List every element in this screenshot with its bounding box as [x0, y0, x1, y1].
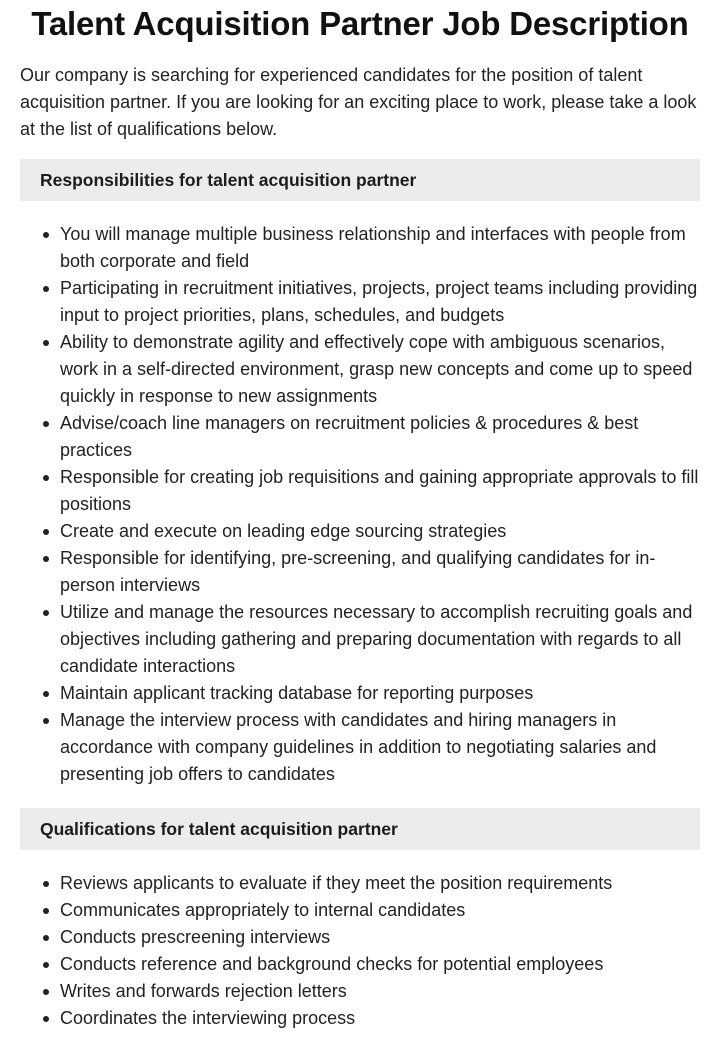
qualifications-heading: Qualifications for talent acquisition partner [20, 808, 700, 850]
list-item: Participating in recruitment initiatives, projects, project teams including providing input to project priorities, plans, schedules, and budgets [60, 275, 700, 329]
responsibilities-heading: Responsibilities for talent acquisition partner [20, 159, 700, 201]
list-item: Utilize and manage the resources necessary to accomplish recruiting goals and objectives including gathering and preparing documentation with regards to all candidate interactions [60, 599, 700, 680]
list-item: Conducts prescreening interviews [60, 924, 700, 951]
list-item: Responsible for creating job requisitions and gaining appropriate approvals to fill positions [60, 464, 700, 518]
list-item: Responsible for identifying, pre-screening, and qualifying candidates for in-person interviews [60, 545, 700, 599]
list-item: Advise/coach line managers on recruitment policies & procedures & best practices [60, 410, 700, 464]
intro-paragraph: Our company is searching for experienced candidates for the position of talent acquisition partner. If you are looking for an exciting place to work, please take a look at the list of qualifications below. [20, 65, 697, 139]
list-item: Reviews applicants to evaluate if they meet the position requirements [60, 870, 700, 897]
list-item: Create and execute on leading edge sourcing strategies [60, 518, 700, 545]
list-item: Communicates appropriately to internal candidates [60, 897, 700, 924]
list-item: Ability to demonstrate agility and effectively cope with ambiguous scenarios, work in a self-directed environment, grasp new concepts and come up to speed quickly in response to new assignments [60, 329, 700, 410]
list-item: You will manage multiple business relationship and interfaces with people from both corporate and field [60, 221, 700, 275]
list-item: Coordinates the interviewing process [60, 1005, 700, 1032]
list-item: Manage the interview process with candidates and hiring managers in accordance with company guidelines in addition to negotiating salaries and presenting job offers to candidates [60, 707, 700, 788]
list-item: Writes and forwards rejection letters [60, 978, 700, 1005]
responsibilities-list [20, 221, 700, 788]
page-title: Talent Acquisition Partner Job Description [31, 5, 689, 42]
list-item: Conducts reference and background checks for potential employees [60, 951, 700, 978]
list-item: Maintain applicant tracking database for reporting purposes [60, 680, 700, 707]
qualifications-list [20, 870, 700, 1032]
